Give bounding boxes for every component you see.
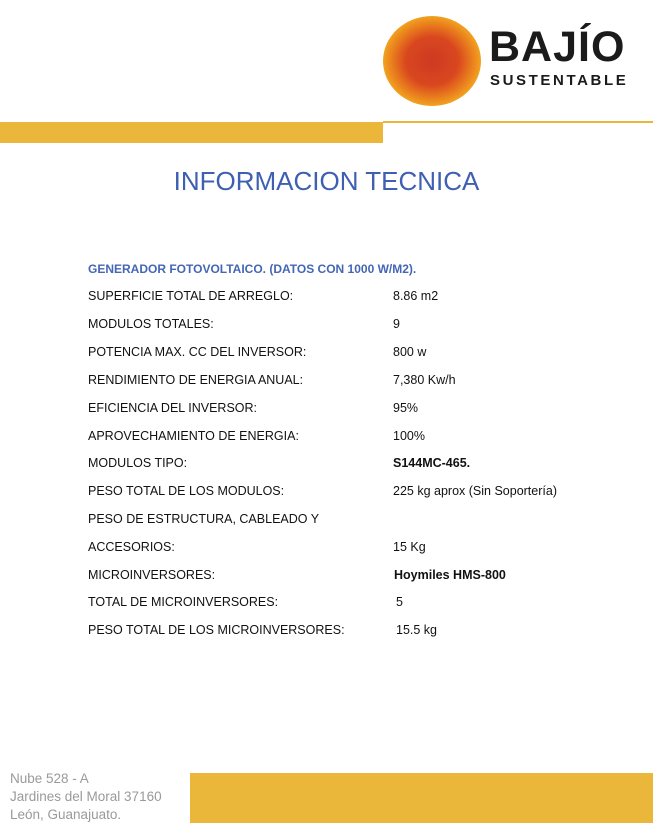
- section-heading: GENERADOR FOTOVOLTAICO. (DATOS CON 1000 W/M2).: [88, 262, 417, 276]
- spec-label: PESO TOTAL DE LOS MICROINVERSORES:: [88, 623, 345, 637]
- brand-name: BAJÍO: [489, 23, 626, 71]
- spec-value: 8.86 m2: [393, 289, 439, 303]
- spec-label: POTENCIA MAX. CC DEL INVERSOR:: [88, 345, 307, 359]
- address-line: León, Guanajuato.: [10, 807, 122, 822]
- spec-label: SUPERFICIE TOTAL DE ARREGLO:: [88, 289, 294, 303]
- spec-label: MODULOS TIPO:: [88, 456, 188, 470]
- brand-tagline: SUSTENTABLE: [490, 72, 629, 89]
- spec-label: RENDIMIENTO DE ENERGIA ANUAL:: [88, 373, 304, 387]
- spec-value: Hoymiles HMS-800: [394, 568, 506, 582]
- spec-value: 7,380 Kw/h: [393, 373, 456, 387]
- logo-sun-icon: [383, 16, 481, 106]
- spec-value: 225 kg aprox (Sin Soportería): [393, 484, 557, 498]
- header-accent-band: [0, 122, 383, 143]
- spec-label: ACCESORIOS:: [88, 540, 175, 554]
- spec-value: 9: [393, 317, 400, 331]
- page-title: INFORMACION TECNICA: [173, 166, 480, 196]
- header-accent-line: [383, 121, 653, 123]
- spec-value: 95%: [393, 401, 419, 415]
- spec-value: 100%: [393, 429, 425, 443]
- spec-label: APROVECHAMIENTO DE ENERGIA:: [88, 429, 299, 443]
- spec-value: 15.5 kg: [396, 623, 438, 637]
- footer-accent-band: [190, 773, 653, 823]
- spec-value: S144MC-465.: [393, 456, 471, 470]
- spec-label: MODULOS TOTALES:: [88, 317, 214, 331]
- footer-address: [10, 770, 162, 824]
- spec-value: 5: [396, 595, 403, 609]
- address-line: Nube 528 - A: [10, 771, 89, 786]
- spec-label: MICROINVERSORES:: [88, 568, 216, 582]
- spec-label: TOTAL DE MICROINVERSORES:: [88, 595, 279, 609]
- spec-label: PESO DE ESTRUCTURA, CABLEADO Y: [88, 512, 320, 526]
- spec-value: 800 w: [393, 345, 427, 359]
- spec-label: EFICIENCIA DEL INVERSOR:: [88, 401, 258, 415]
- spec-label: PESO TOTAL DE LOS MODULOS:: [88, 484, 285, 498]
- address-line: Jardines del Moral 37160: [10, 789, 162, 804]
- spec-value: 15 Kg: [393, 540, 426, 554]
